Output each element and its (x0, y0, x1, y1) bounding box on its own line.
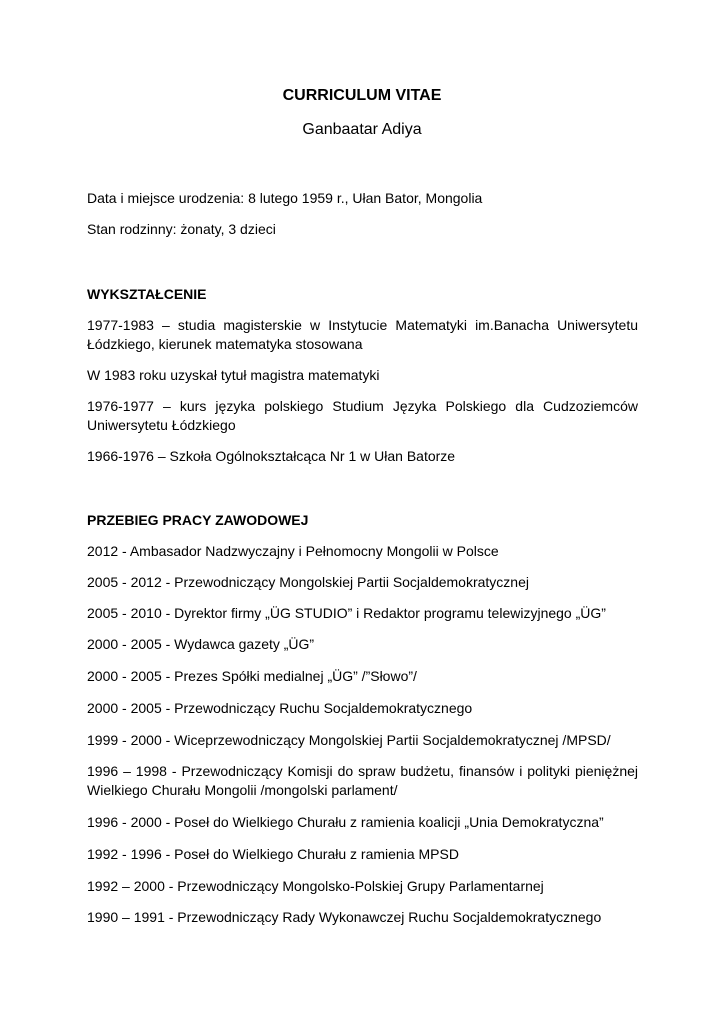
education-item: 1966-1976 – Szkoła Ogólnokształcąca Nr 1 w Ułan Batorze (87, 448, 456, 464)
career-item: 1990 – 1991 - Przewodniczący Rady Wykonawczej Ruchu Socjaldemokratycznego (87, 909, 602, 925)
career-item: 1996 – 1998 - Przewodniczący Komisji do spraw budżetu, finansów i polityki pieniężnej Wielkiego Churału Mongolii /mongolski parlament/ (87, 763, 638, 798)
education-item: 1977-1983 – studia magisterskie w Instytucie Matematyki im.Banacha Uniwersytetu Łódzkiego, kierunek matematyka stosowana (87, 317, 638, 352)
career-item: 2005 - 2012 - Przewodniczący Mongolskiej Partii Socjaldemokratycznej (87, 574, 529, 590)
document-title: CURRICULUM VITAE (282, 87, 442, 104)
education-heading: WYKSZTAŁCENIE (87, 286, 207, 302)
career-item: 1992 – 2000 - Przewodniczący Mongolsko-Polskiej Grupy Parlamentarnej (87, 878, 544, 894)
career-item: 1999 - 2000 - Wiceprzewodniczący Mongolskiej Partii Socjaldemokratycznej /MPSD/ (87, 732, 611, 748)
career-item: 2000 - 2005 - Wydawca gazety „ÜG” (87, 636, 315, 652)
education-item: 1976-1977 – kurs języka polskiego Studium Języka Polskiego dla Cudzoziemców Uniwersytetu Łódzkiego (87, 398, 638, 433)
career-item: 1996 - 2000 - Poseł do Wielkiego Churału z ramienia koalicji „Unia Demokratyczna” (87, 814, 604, 830)
career-heading: PRZEBIEG PRACY ZAWODOWEJ (87, 512, 309, 528)
career-item: 2005 - 2010 - Dyrektor firmy „ÜG STUDIO” i Redaktor programu telewizyjnego „ÜG” (87, 605, 606, 621)
career-item: 1992 - 1996 - Poseł do Wielkiego Churału z ramienia MPSD (87, 846, 459, 862)
career-item: 2012 - Ambasador Nadzwyczajny i Pełnomocny Mongolii w Polsce (87, 543, 499, 559)
education-item: W 1983 roku uzyskał tytuł magistra matematyki (87, 367, 380, 383)
career-item: 2000 - 2005 - Prezes Spółki medialnej „ÜG” /”Słowo”/ (87, 668, 417, 684)
career-item: 2000 - 2005 - Przewodniczący Ruchu Socjaldemokratycznego (87, 700, 473, 716)
birth-info: Data i miejsce urodzenia: 8 lutego 1959 r., Ułan Bator, Mongolia (87, 190, 483, 206)
person-name: Ganbaatar Adiya (302, 121, 422, 138)
family-status: Stan rodzinny: żonaty, 3 dzieci (87, 221, 276, 237)
